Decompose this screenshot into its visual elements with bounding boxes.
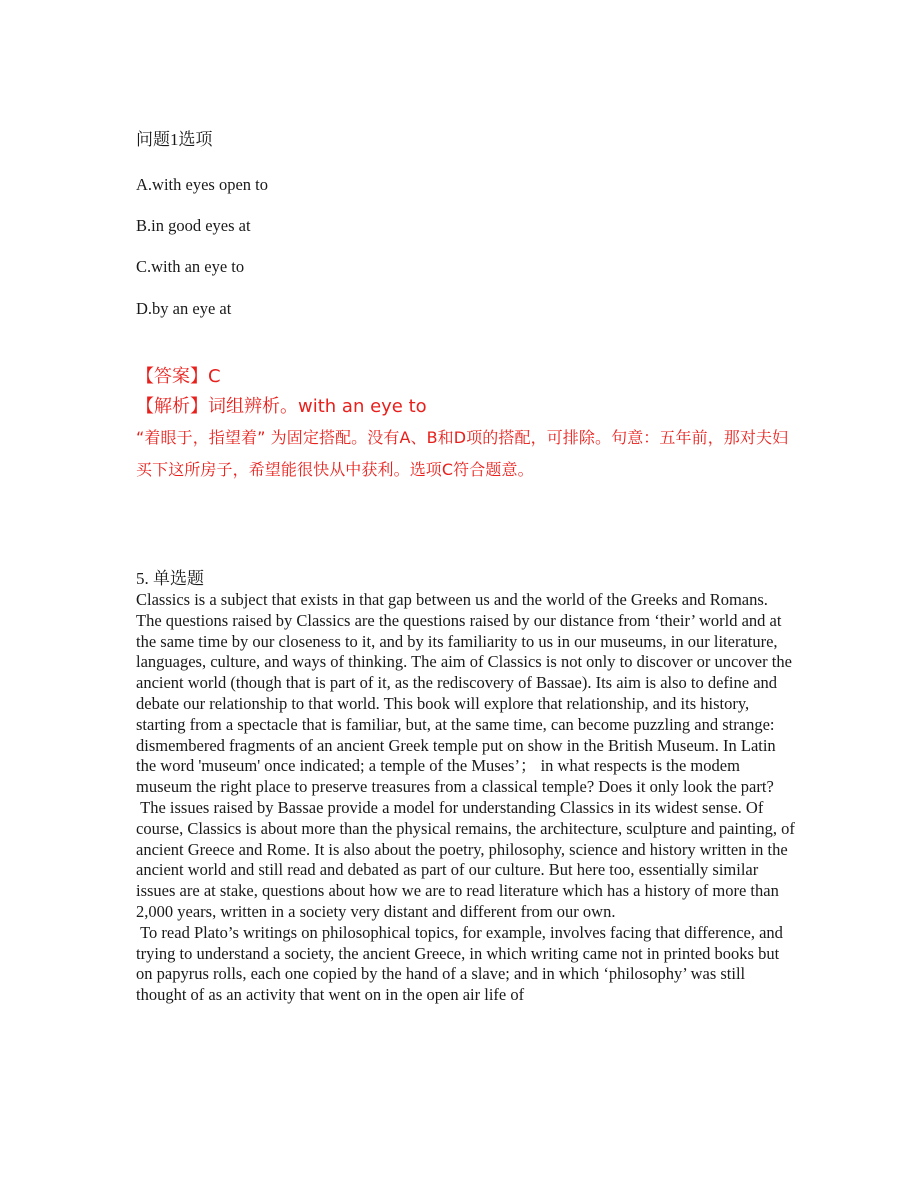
question-number: 5. 单选题 — [136, 569, 204, 588]
answer-line: 【答案】C — [136, 366, 221, 387]
options-heading: 问题1选项 — [136, 130, 213, 149]
option-c: C.with an eye to — [136, 257, 245, 276]
option-a: A.with eyes open to — [136, 175, 268, 194]
answer-block — [136, 362, 796, 486]
passage-paragraph-1: Classics is a subject that exists in that gap between us and the world of the Greeks and Romans. The questions raised by Classics are the questions raised by our distance from ‘their’ world and at the same time by our closeness to it, and by its familiarity to us in our museums, in our literature, languages, culture, and ways of thinking. The aim of Classics is not only to discover or uncover the ancient world (though that is part of it, as the rediscovery of Bassae). Its aim is also to define and debate our relationship to that world. This book will explore that relationship, and its history, starting from a spectacle that is familiar, but, at the same time, can become puzzling and strange: dismembered fragments of an ancient Greek temple put on show in the British Museum. In Latin the word 'museum' once indicated; a temple of the Muses’； in what respects is the modem museum the right place to preserve treasures from a classical temple? Does it only look the part? — [136, 590, 797, 797]
option-d: D.by an eye at — [136, 299, 232, 318]
passage — [136, 590, 800, 1006]
passage-paragraph-3: To read Plato’s writings on philosophical topics, for example, involves facing that difference, and trying to understand a society, the ancient Greece, in which writing came not in printed books but on papyrus rolls, each one copied by the hand of a slave; and in which ‘philosophy’ was still thought of as an activity that went on in the open air life of — [136, 922, 788, 1005]
option-b: B.in good eyes at — [136, 216, 251, 235]
passage-paragraph-2: The issues raised by Bassae provide a model for understanding Classics in its widest sense. Of course, Classics is about more than the physical remains, the architecture, sculpture and painting, of ancient Greece and Rome. It is also about the poetry, philosophy, science and history written in the ancient world and still read and debated as part of our culture. But here too, essentially similar issues are at stake, questions about how we are to read literature which has a history of more than 2,000 years, written in a society very distant and different from our own. — [136, 797, 800, 921]
question-5-section — [136, 568, 800, 1006]
explanation-title: 【解析】词组辨析。with an eye to — [136, 396, 427, 417]
explanation-body: “着眼于，指望着” 为固定搭配。没有A、B和D项的搭配，可排除。句意：五年前，那对夫妇买下这所房子，希望能很快从中获利。选项C符合题意。 — [136, 428, 789, 479]
